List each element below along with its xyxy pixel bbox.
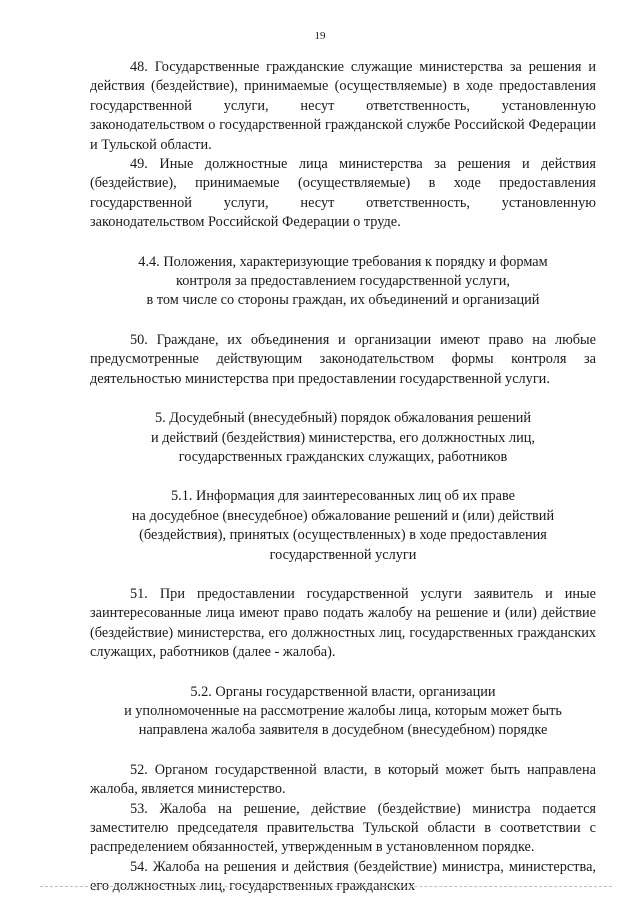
page-number: 19 — [314, 30, 326, 42]
heading-line: 4.4. Положения, характеризующие требования к порядку и формам — [138, 253, 548, 270]
heading-line: и действий (бездействия) министерства, его должностных лиц, — [151, 429, 535, 446]
paragraph-51: 51. При предоставлении государственной услуги заявитель и иные заинтересованные лица имеют право подать жалобу на решение и (или) действие (бездействие) министерства, его должностных лиц, государственных гражданских служащих, работников (далее - жалоба). — [90, 585, 596, 661]
paragraph-48: 48. Государственные гражданские служащие министерства за решения и действия (бездействие), принимаемые (осуществляемые) в ходе предоставления государственной услуги, несут ответственность, установленную законодательством о государственной гражданской службе Российской Федерации и Тульской области. — [90, 59, 596, 153]
heading-line: контроля за предоставлением государственной услуги, — [176, 273, 510, 290]
paragraph-50: 50. Граждане, их объединения и организации имеют право на любые предусмотренные действующим законодательством формы контроля за деятельностью министерства при предоставлении государственной услуги. — [90, 331, 596, 387]
heading-line: направлена жалоба заявителя в досудебном (внесудебном) порядке — [138, 722, 548, 739]
paragraph-53: 53. Жалоба на решение, действие (бездействие) министра подается заместителю председателя правительства Тульской области в соответствии с распределением обязанностей, утвержденным в установленном порядке. — [90, 800, 596, 856]
heading-line: (бездействия), принятых (осуществленных) в ходе предоставления — [139, 527, 547, 544]
section-heading-5 — [90, 409, 596, 467]
paragraph-49: 49. Иные должностные лица министерства за решения и действия (бездействие), принимаемые (осуществляемые) в ходе предоставления государственной услуги, несут ответственность, установленную законодательством Российской Федерации о труде. — [90, 156, 596, 231]
section-heading-4-4 — [90, 253, 596, 311]
scan-edge-divider — [40, 886, 612, 887]
heading-line: в том числе со стороны граждан, их объединений и организаций — [146, 292, 540, 309]
paragraph-52: 52. Органом государственной власти, в который может быть направлена жалоба, является министерство. — [90, 761, 596, 798]
heading-line: 5.2. Органы государственной власти, организации — [190, 683, 496, 700]
heading-line: государственной услуги — [269, 546, 417, 563]
heading-line: на досудебное (внесудебное) обжалование решений и (или) действий — [131, 507, 555, 524]
section-heading-5-2 — [90, 683, 596, 741]
document-body — [90, 58, 596, 897]
heading-line: 5.1. Информация для заинтересованных лиц об их праве — [171, 488, 515, 505]
heading-line: государственных гражданских служащих, работников — [178, 448, 508, 465]
heading-line: и уполномоченные на рассмотрение жалобы лица, которым может быть — [124, 702, 562, 719]
section-heading-5-1 — [90, 487, 596, 565]
paragraph-54: 54. Жалоба на решения и действия (бездействие) министра, министерства, его должностных лиц, государственных гражданских — [90, 858, 596, 895]
heading-line: 5. Досудебный (внесудебный) порядок обжалования решений — [154, 410, 532, 427]
